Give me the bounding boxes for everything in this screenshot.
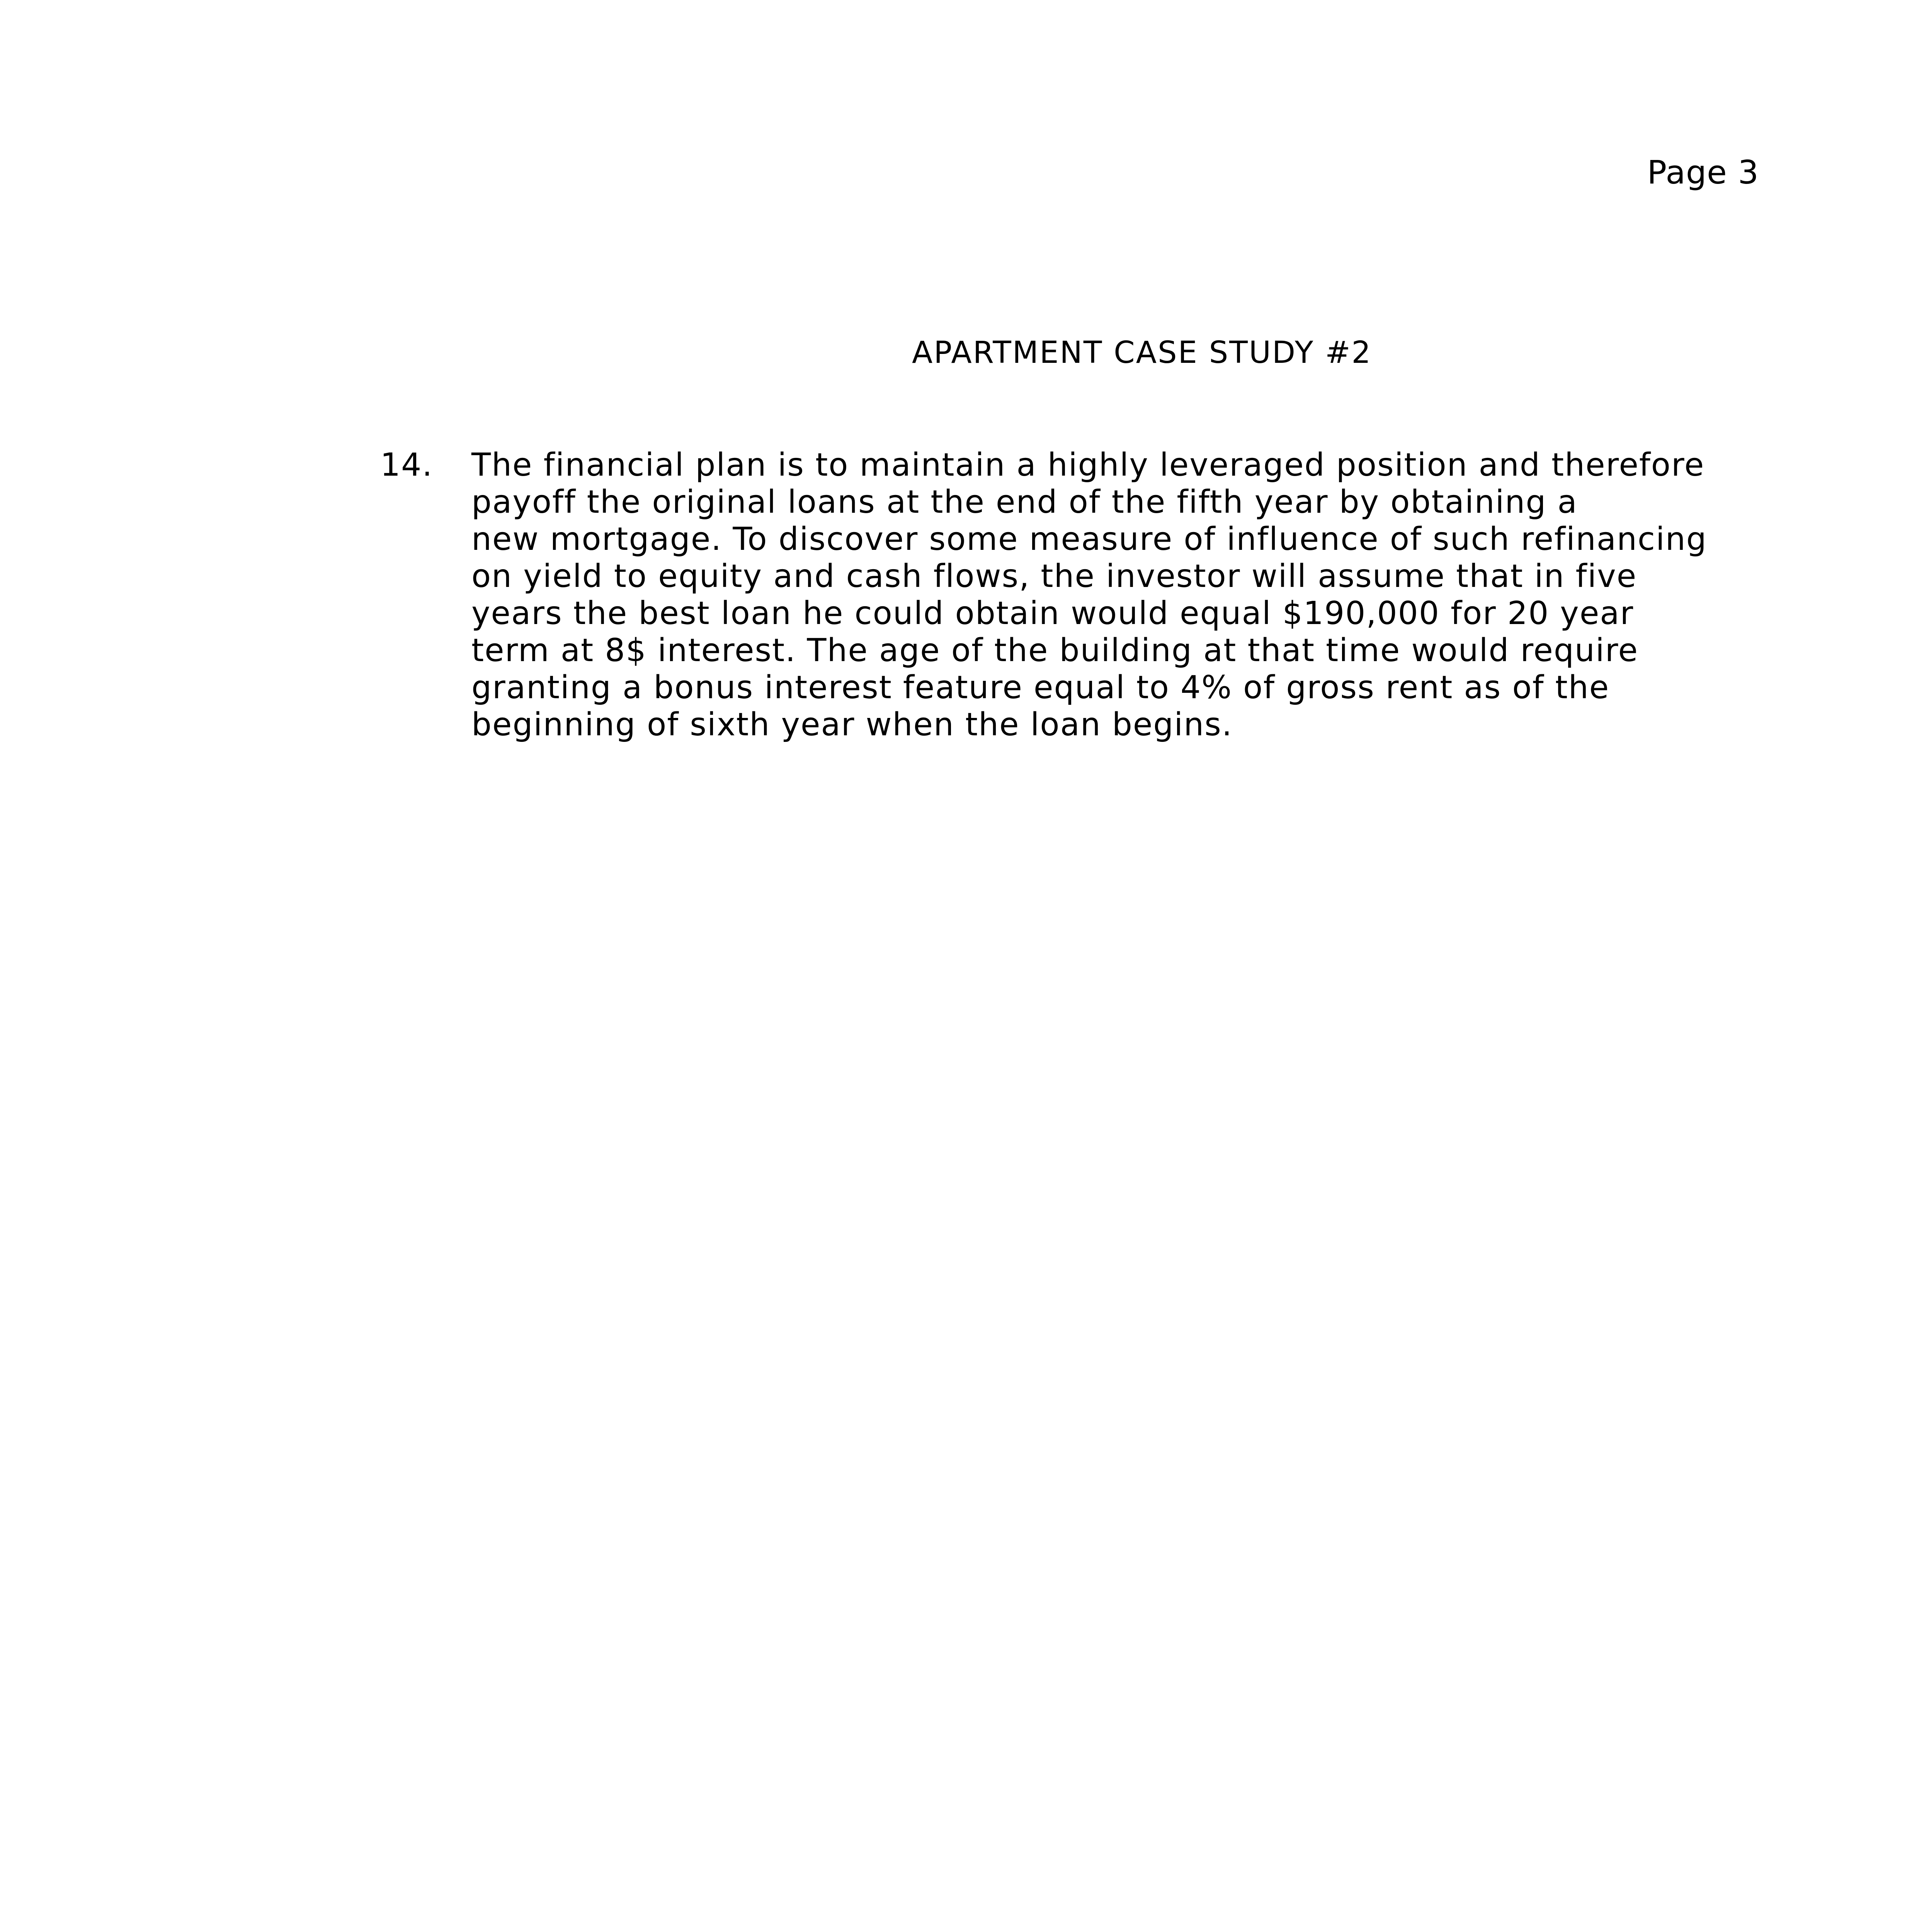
paragraph-line: The financial plan is to maintain a highly leveraged position and therefore	[471, 447, 1705, 483]
paragraph-line: new mortgage. To discover some measure of influence of such refinancing	[471, 521, 1707, 558]
paragraph-line: beginning of sixth year when the loan begins.	[471, 706, 1233, 743]
paragraph-line: granting a bonus interest feature equal to 4% of gross rent as of the	[471, 669, 1610, 706]
paragraph-line: term at 8$ interest. The age of the building at that time would require	[471, 632, 1639, 669]
item-number: 14.	[380, 447, 433, 483]
document-title: APARTMENT CASE STUDY #2	[912, 335, 1372, 370]
paragraph-line: years the best loan he could obtain would equal $190,000 for 20 year	[471, 595, 1634, 632]
page-number: Page 3	[1647, 153, 1759, 191]
paragraph-line: payoff the original loans at the end of the fifth year by obtaining a	[471, 484, 1578, 520]
paragraph-text	[471, 447, 1863, 743]
paragraph-line: on yield to equity and cash flows, the investor will assume that in five	[471, 558, 1637, 595]
